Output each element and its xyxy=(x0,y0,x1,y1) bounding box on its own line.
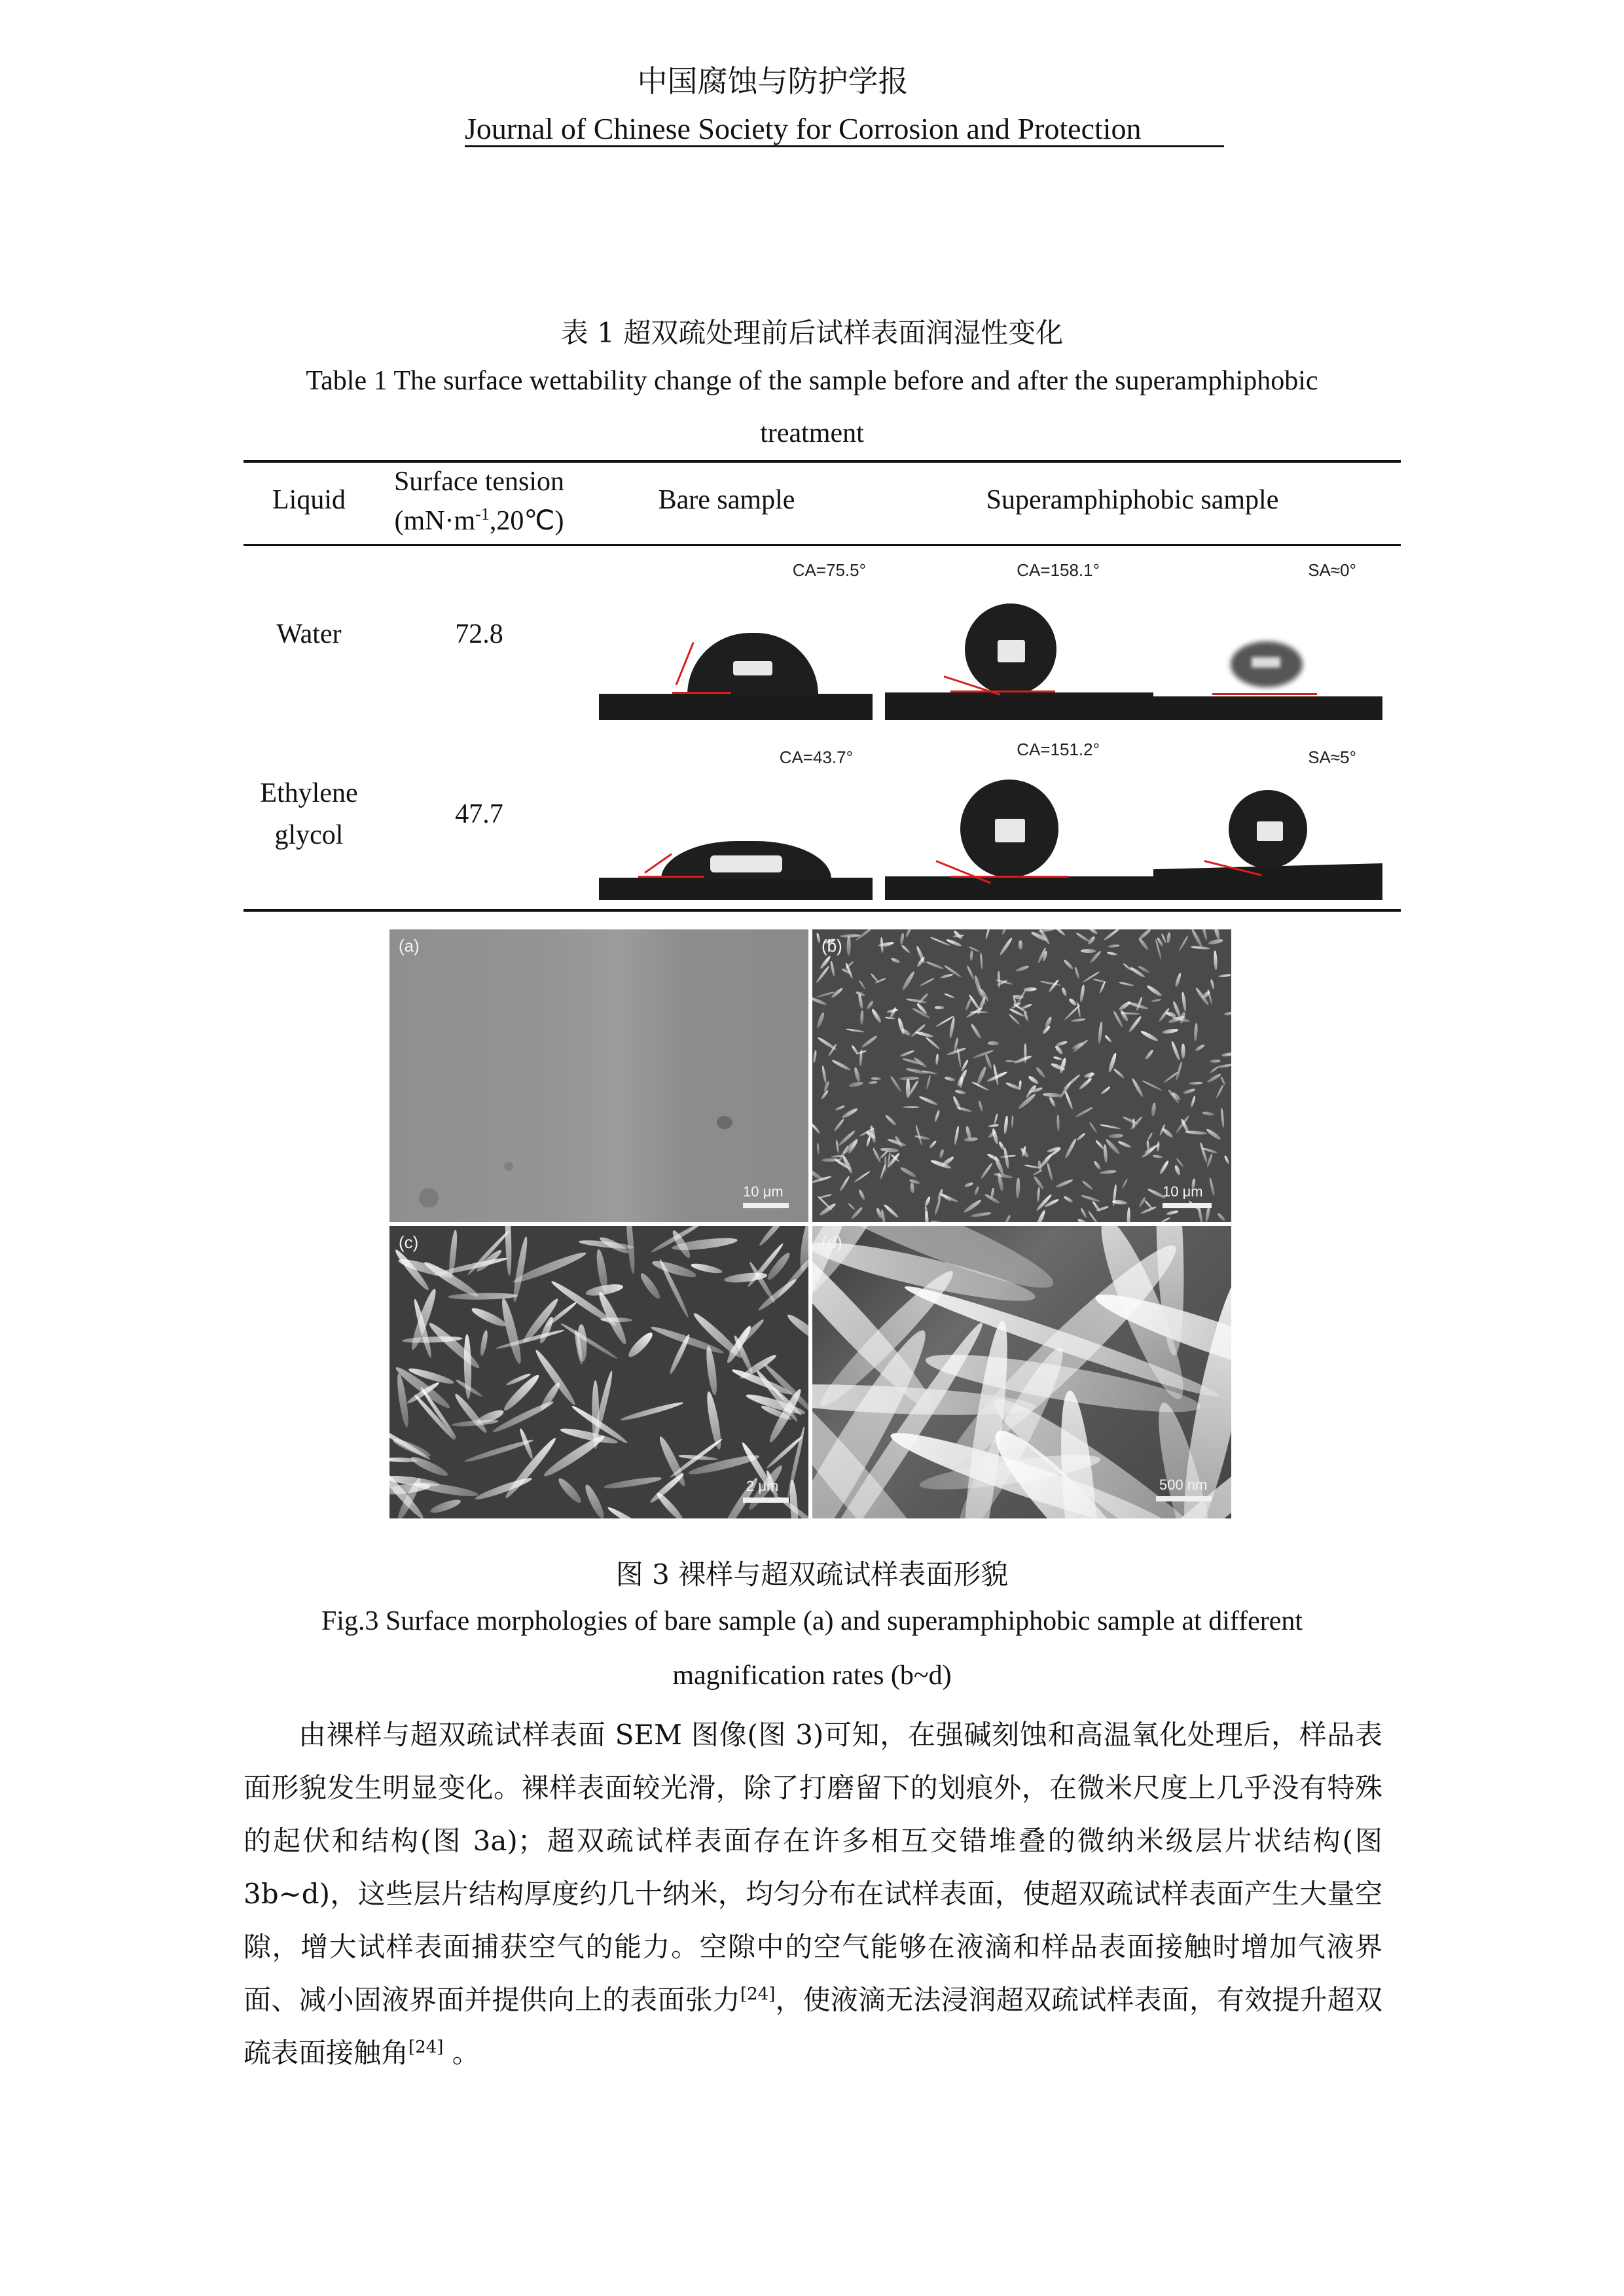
sem-flake xyxy=(926,961,945,970)
sem-flake xyxy=(939,1149,945,1158)
sem-flake xyxy=(816,933,821,944)
sem-flake xyxy=(1191,929,1203,947)
sem-flake xyxy=(1108,944,1120,948)
sem-flake xyxy=(966,965,975,980)
sem-flake xyxy=(1015,965,1029,973)
sem-panel-a-tag: (a) xyxy=(399,936,420,956)
water-super-ca-label: CA=158.1° xyxy=(1017,560,1100,580)
sem-flake xyxy=(820,956,832,970)
sem-flake xyxy=(638,1271,662,1300)
sem-flake xyxy=(1063,1074,1081,1090)
sem-flake xyxy=(1206,1128,1222,1141)
sem-flake xyxy=(463,1438,533,1464)
sem-flake xyxy=(1043,1093,1062,1098)
sem-flake xyxy=(841,1107,858,1120)
sem-flake xyxy=(1146,984,1163,997)
sem-flake xyxy=(1127,1207,1130,1222)
sem-flake xyxy=(847,936,851,956)
sem-flake xyxy=(831,1059,851,1072)
sem-flake xyxy=(1061,987,1068,997)
sem-flake xyxy=(940,973,953,979)
sem-flake xyxy=(817,1142,820,1154)
header-tension-line2: $(mN\cdot m^{-1},20℃)$ xyxy=(394,505,564,536)
sem-flake xyxy=(1064,1138,1077,1158)
sem-flake xyxy=(1008,1014,1020,1026)
sem-flake xyxy=(1021,1003,1032,1010)
sem-flake xyxy=(626,1330,655,1359)
sem-flake xyxy=(1174,973,1182,987)
sem-flake xyxy=(1068,997,1077,1007)
sem-flake xyxy=(945,1076,956,1081)
sem-flake xyxy=(1087,935,1096,945)
sem-flake xyxy=(1035,1066,1045,1078)
table-header-rule xyxy=(244,544,1401,546)
sem-flake xyxy=(866,1136,871,1147)
sem-flake xyxy=(466,1229,511,1276)
sem-flake xyxy=(899,1076,919,1080)
sem-flake xyxy=(980,1163,993,1179)
sem-flake xyxy=(988,1041,999,1045)
sem-flake xyxy=(1080,1208,1088,1219)
sem-flake xyxy=(955,1090,965,1096)
sem-flake xyxy=(974,1186,979,1196)
figure-caption-en-line2: magnification rates (b~d) xyxy=(672,1660,952,1691)
sem-flake xyxy=(1128,1015,1142,1033)
sem-flake xyxy=(1218,973,1231,977)
sem-flake xyxy=(1213,929,1221,940)
sem-flake xyxy=(470,1305,508,1329)
journal-title-cn: 中国腐蚀与防护学报 xyxy=(637,63,909,99)
sem-flake xyxy=(1032,1169,1042,1175)
sem-flake xyxy=(1217,1212,1226,1222)
figure-caption-cn: 图 3 裸样与超双疏试样表面形貌 xyxy=(615,1558,1009,1590)
sem-flake xyxy=(836,1139,840,1153)
sem-flake xyxy=(1098,1022,1104,1044)
sem-flake xyxy=(1081,1179,1094,1191)
sem-flake xyxy=(1079,984,1085,1002)
sem-flake xyxy=(1224,1011,1231,1016)
sem-flake xyxy=(427,1319,482,1371)
sem-flake xyxy=(885,1017,895,1020)
sem-flake xyxy=(935,1006,944,1009)
glycol-super-ca-label: CA=151.2° xyxy=(1017,740,1100,759)
sem-flake xyxy=(1220,1076,1226,1086)
sem-flake xyxy=(986,1153,1000,1162)
sem-flake xyxy=(1055,1045,1064,1055)
sem-flake xyxy=(1166,932,1171,943)
sem-flake xyxy=(990,1187,995,1198)
sem-flake xyxy=(849,1081,863,1088)
sem-flake xyxy=(1081,1194,1100,1203)
sem-flake xyxy=(816,1012,825,1029)
sem-flake xyxy=(899,1050,914,1058)
sem-flake xyxy=(1151,1102,1157,1117)
sem-flake xyxy=(944,993,955,999)
sem-flake xyxy=(651,1258,697,1280)
sem-flake xyxy=(1119,1009,1129,1022)
sem-flake xyxy=(1163,1028,1179,1034)
sem-flake xyxy=(971,1023,983,1039)
sem-flake xyxy=(1100,1086,1110,1094)
sem-flake xyxy=(902,1106,919,1108)
sem-flake xyxy=(1191,946,1210,950)
sem-flake xyxy=(448,1293,518,1300)
sem-flake xyxy=(881,1209,886,1222)
sem-flake xyxy=(1208,939,1223,946)
sem-flake xyxy=(901,971,915,991)
sem-flake xyxy=(931,1220,941,1222)
sem-flake xyxy=(1200,929,1208,941)
sem-flake xyxy=(928,1139,937,1149)
sem-flake xyxy=(1035,1210,1046,1222)
sem-flake xyxy=(474,1475,533,1503)
sem-flake xyxy=(1087,1210,1100,1222)
sem-flake xyxy=(1003,1147,1009,1170)
sem-flake xyxy=(1076,1132,1086,1141)
sem-flake xyxy=(1064,1090,1074,1109)
sem-flake xyxy=(1063,1195,1074,1204)
sem-flake xyxy=(915,1031,934,1039)
sem-flake xyxy=(901,944,911,954)
body-text xyxy=(244,1708,1382,2079)
sem-flake xyxy=(975,1066,987,1086)
sem-flake xyxy=(1094,1139,1104,1150)
sem-flake xyxy=(901,1028,911,1037)
sem-flake xyxy=(757,1226,791,1247)
sem-flake xyxy=(1210,979,1215,990)
sem-flake xyxy=(1117,1140,1132,1149)
sem-flake xyxy=(1207,1073,1222,1083)
sem-flake xyxy=(785,1312,808,1348)
sem-flake xyxy=(620,1400,684,1422)
sem-flake xyxy=(1081,949,1096,953)
sem-flake xyxy=(1063,959,1074,970)
sem-flake xyxy=(890,958,900,964)
sem-flake xyxy=(533,1348,577,1407)
sem-flake xyxy=(786,1426,806,1499)
sem-flake xyxy=(1140,1030,1159,1043)
sem-flake xyxy=(925,1036,941,1050)
sem-flake xyxy=(1048,1096,1056,1108)
sem-panel-b-tag: (b) xyxy=(821,936,842,956)
sem-flake xyxy=(1087,929,1098,935)
sem-flake xyxy=(948,1016,956,1039)
sem-flake xyxy=(1220,1108,1224,1128)
sem-flake xyxy=(868,1081,878,1084)
sem-flake xyxy=(905,929,912,938)
sem-panel-b-scalebar xyxy=(1163,1203,1212,1208)
glycol-super-sa-image xyxy=(1153,740,1382,900)
sem-flake xyxy=(1170,1040,1181,1061)
sem-flake xyxy=(861,1034,878,1049)
sem-flake xyxy=(946,939,962,948)
sem-flake xyxy=(1195,1043,1205,1052)
sem-flake xyxy=(972,1050,994,1060)
sem-flake xyxy=(1103,1144,1108,1162)
sem-flake xyxy=(1121,1178,1128,1189)
sem-flake xyxy=(871,1008,882,1023)
sem-flake xyxy=(872,1147,882,1163)
sem-flake xyxy=(511,1236,530,1303)
sem-flake xyxy=(1003,1115,1008,1134)
sem-flake xyxy=(1107,952,1118,956)
sem-flake xyxy=(845,1028,864,1033)
sem-flake xyxy=(858,980,866,990)
sem-flake xyxy=(848,1202,856,1210)
sem-flake xyxy=(1016,1178,1020,1198)
sem-flake xyxy=(1054,929,1066,936)
sem-flake xyxy=(812,996,827,1006)
sem-flake xyxy=(1157,1141,1161,1153)
sem-flake xyxy=(858,1189,866,1201)
sem-panel-a-scale-label: 10 μm xyxy=(743,1183,784,1200)
row-water-liquid: Water xyxy=(276,619,342,649)
sem-flake xyxy=(1093,1160,1102,1170)
sem-flake xyxy=(980,952,983,970)
sem-flake xyxy=(1152,1155,1162,1158)
sem-flake xyxy=(1113,1068,1125,1079)
sem-flake xyxy=(1019,1080,1022,1090)
sem-flake xyxy=(1074,967,1079,979)
sem-flake xyxy=(1138,929,1151,941)
glycol-bare-image xyxy=(599,740,873,900)
header-bare-sample: Bare sample xyxy=(658,485,795,515)
sem-flake xyxy=(1119,982,1134,987)
water-super-sa-label: SA≈0° xyxy=(1308,560,1356,580)
sem-flake xyxy=(918,1095,937,1106)
sem-flake xyxy=(1100,1124,1121,1130)
row-glycol-tension: 47.7 xyxy=(455,799,503,829)
sem-flake xyxy=(1088,1122,1097,1134)
body-paragraph: 由裸样与超双疏试样表面 SEM 图像(图 3)可知，在强碱刻蚀和高温氧化处理后，样品表面形貌发生明显变化。裸样表面较光滑，除了打磨留下的划痕外，在微米尺度上几乎没有特殊的起伏和结构(图 3a)；超双疏试样表面存在许多相互交错堆叠的微纳米级层片状结构(图 3b~d)，这些层片结构厚度约几十纳米，均匀分布在试样表面，使超双疏试样表面产生大量空隙，增大试样表面捕获空气的能力。空隙中的空气能够在液滴和样品表面接触时增加气液界面、减小固液界面并提供向上的表面张力[24]，使液滴无法浸润超双疏试样表面，有效提升超双疏表面接触角[24] 。 xyxy=(244,1719,1382,2069)
sem-flake xyxy=(812,1122,820,1134)
sem-panel-d-scale-label: 500 nm xyxy=(1159,1477,1208,1493)
glycol-bare-ca-label: CA=43.7° xyxy=(779,747,853,767)
sem-flake xyxy=(479,1330,489,1357)
sem-flake xyxy=(926,1075,931,1089)
sem-flake xyxy=(391,1437,432,1460)
sem-flake xyxy=(1142,1080,1163,1092)
sem-flake xyxy=(1036,1187,1040,1202)
water-super-sa-image xyxy=(1153,556,1382,720)
sem-flake xyxy=(965,998,971,1011)
sem-panel-d-scalebar xyxy=(1156,1496,1212,1501)
figure-caption-en-line1: Fig.3 Surface morphologies of bare sample (a) and superamphiphobic sample at different xyxy=(321,1606,1303,1636)
sem-flake xyxy=(704,1346,719,1396)
water-super-ca-image xyxy=(885,556,1159,720)
sem-flake xyxy=(964,1137,978,1141)
sem-flake xyxy=(1056,1115,1059,1131)
sem-flake xyxy=(1189,1082,1203,1085)
sem-flake xyxy=(604,1475,662,1490)
sem-flake xyxy=(815,965,829,984)
sem-flake xyxy=(910,1183,914,1193)
sem-flake xyxy=(606,1505,647,1518)
sem-flake xyxy=(1053,1056,1063,1061)
sem-flake xyxy=(1214,950,1218,970)
sem-flake xyxy=(997,971,1000,989)
sem-panel-c-scalebar xyxy=(743,1498,789,1503)
sem-flake xyxy=(499,1297,524,1365)
table-bottom-rule xyxy=(244,909,1401,912)
sem-flake xyxy=(999,937,1013,956)
sem-flake xyxy=(935,1053,939,1064)
sem-flake xyxy=(1182,992,1187,1011)
sem-flake xyxy=(918,977,934,987)
sem-flake xyxy=(1216,1064,1231,1069)
sem-flake xyxy=(560,1321,619,1360)
sem-flake xyxy=(971,1211,992,1218)
sem-panel-a-scalebar xyxy=(743,1203,789,1208)
sem-panel-c-tag: (c) xyxy=(399,1232,419,1252)
journal-title-en: Journal of Chinese Society for Corrosion and Protection xyxy=(465,112,1142,145)
sem-flake xyxy=(839,1175,851,1192)
sem-flake xyxy=(1221,1052,1231,1057)
sem-flake xyxy=(1151,999,1161,1003)
sem-flake xyxy=(1165,1210,1178,1216)
sem-flake xyxy=(899,933,905,946)
sem-flake xyxy=(1046,1162,1053,1181)
sem-flake xyxy=(916,992,929,1005)
sem-flake xyxy=(1024,988,1037,992)
sem-flake xyxy=(963,1198,982,1213)
sem-flake xyxy=(994,1113,998,1124)
sem-flake xyxy=(1109,1134,1123,1138)
sem-flake xyxy=(1077,1218,1087,1222)
sem-flake xyxy=(924,1196,931,1207)
sem-flake xyxy=(1055,1179,1074,1189)
sem-flake xyxy=(655,1490,685,1518)
sem-panel-c xyxy=(389,1226,808,1518)
sem-flake xyxy=(954,1126,960,1145)
sem-flake xyxy=(851,1045,859,1056)
sem-flake xyxy=(1146,1132,1153,1142)
sem-flake xyxy=(1210,1059,1220,1062)
sem-flake xyxy=(1099,1170,1116,1175)
sem-flake xyxy=(1174,1165,1182,1176)
water-bare-ca-label: CA=75.5° xyxy=(792,560,866,580)
sem-flake xyxy=(1070,1018,1085,1022)
sem-flake xyxy=(452,1418,499,1427)
sem-flake xyxy=(1183,1088,1195,1094)
sem-flake xyxy=(1216,1085,1224,1099)
sem-flake xyxy=(1145,1049,1155,1060)
sem-flake xyxy=(1013,1054,1032,1064)
row-water-tension: 72.8 xyxy=(455,619,503,649)
sem-panel-d xyxy=(812,1226,1231,1518)
sem-flake xyxy=(1011,1115,1013,1128)
sem-panel-d-tag: (d) xyxy=(821,1232,842,1252)
sem-flake xyxy=(1159,1217,1170,1222)
sem-flake xyxy=(1191,1095,1197,1107)
table-top-rule xyxy=(244,460,1401,463)
sem-flake xyxy=(871,1077,882,1080)
sem-flake xyxy=(1223,1155,1230,1164)
sem-flake xyxy=(964,1182,974,1188)
sem-flake xyxy=(1099,981,1106,994)
sem-flake xyxy=(835,1105,845,1111)
table-caption-en-line2: treatment xyxy=(760,418,864,448)
sem-flake xyxy=(1001,929,1007,935)
sem-flake xyxy=(1039,980,1061,986)
sem-flake xyxy=(854,1067,861,1083)
sem-flake xyxy=(1104,1035,1112,1043)
sem-flake xyxy=(1202,1111,1215,1116)
sem-flake xyxy=(1004,1214,1011,1222)
sem-flake xyxy=(1000,1155,1016,1158)
sem-flake xyxy=(933,1198,941,1216)
sem-flake xyxy=(429,1498,461,1516)
sem-flake xyxy=(1208,1177,1216,1196)
sem-flake xyxy=(970,950,973,961)
header-superamphiphobic-sample: Superamphiphobic sample xyxy=(986,485,1279,515)
sem-flake xyxy=(1205,1206,1211,1222)
sem-flake xyxy=(1199,1142,1208,1163)
sem-flake xyxy=(971,1081,990,1092)
water-bare-image xyxy=(599,556,873,720)
sem-flake xyxy=(860,1010,864,1024)
sem-panel-c-scale-label: 2 μm xyxy=(746,1478,779,1494)
sem-flake xyxy=(884,1115,897,1127)
sem-flake xyxy=(492,1399,554,1435)
sem-panel-b-scale-label: 10 μm xyxy=(1163,1183,1203,1200)
sem-flake xyxy=(854,1170,871,1183)
sem-flake xyxy=(1159,1160,1170,1175)
sem-flake xyxy=(830,961,835,977)
glycol-super-ca-image xyxy=(885,740,1159,900)
sem-flake xyxy=(1077,1002,1081,1018)
sem-flake xyxy=(1182,1043,1185,1058)
glycol-super-sa-label: SA≈5° xyxy=(1308,747,1356,767)
sem-flake xyxy=(812,1050,817,1064)
sem-flake xyxy=(556,1476,585,1505)
sem-flake xyxy=(833,1118,845,1132)
sem-flake xyxy=(1194,1022,1199,1041)
header-underline xyxy=(465,145,1224,147)
sem-flake xyxy=(1140,1206,1157,1215)
sem-flake xyxy=(453,1391,489,1434)
sem-flake xyxy=(978,1100,983,1111)
sem-flake xyxy=(1174,1061,1182,1081)
row-glycol-liquid-line2: glycol xyxy=(274,820,344,850)
sem-flake xyxy=(1075,1106,1094,1119)
sem-flake xyxy=(914,1135,930,1140)
sem-flake xyxy=(1178,935,1189,952)
header-tension-line1: Surface tension xyxy=(393,467,565,497)
sem-flake xyxy=(998,1141,1005,1151)
row-glycol-liquid-line1: Ethylene xyxy=(260,778,358,808)
sem-flake xyxy=(583,1483,607,1518)
table-caption-cn: 表 1 超双疏处理前后试样表面润湿性变化 xyxy=(560,317,1064,349)
sem-flake xyxy=(900,1166,917,1179)
header-liquid: Liquid xyxy=(272,485,346,515)
sem-flake xyxy=(1028,1075,1039,1085)
sem-flake xyxy=(985,929,991,940)
sem-flake xyxy=(988,1124,999,1128)
sem-flake xyxy=(1119,1000,1132,1011)
sem-flake xyxy=(933,1110,940,1122)
table-caption-en-line1: Table 1 The surface wettability change of the sample before and after the superamphiphobic xyxy=(306,366,1318,396)
sem-panel-b xyxy=(812,929,1231,1222)
sem-flake xyxy=(1104,929,1120,941)
sem-panel-a xyxy=(389,929,808,1222)
sem-flake xyxy=(1019,941,1022,950)
sem-flake xyxy=(883,1204,899,1219)
